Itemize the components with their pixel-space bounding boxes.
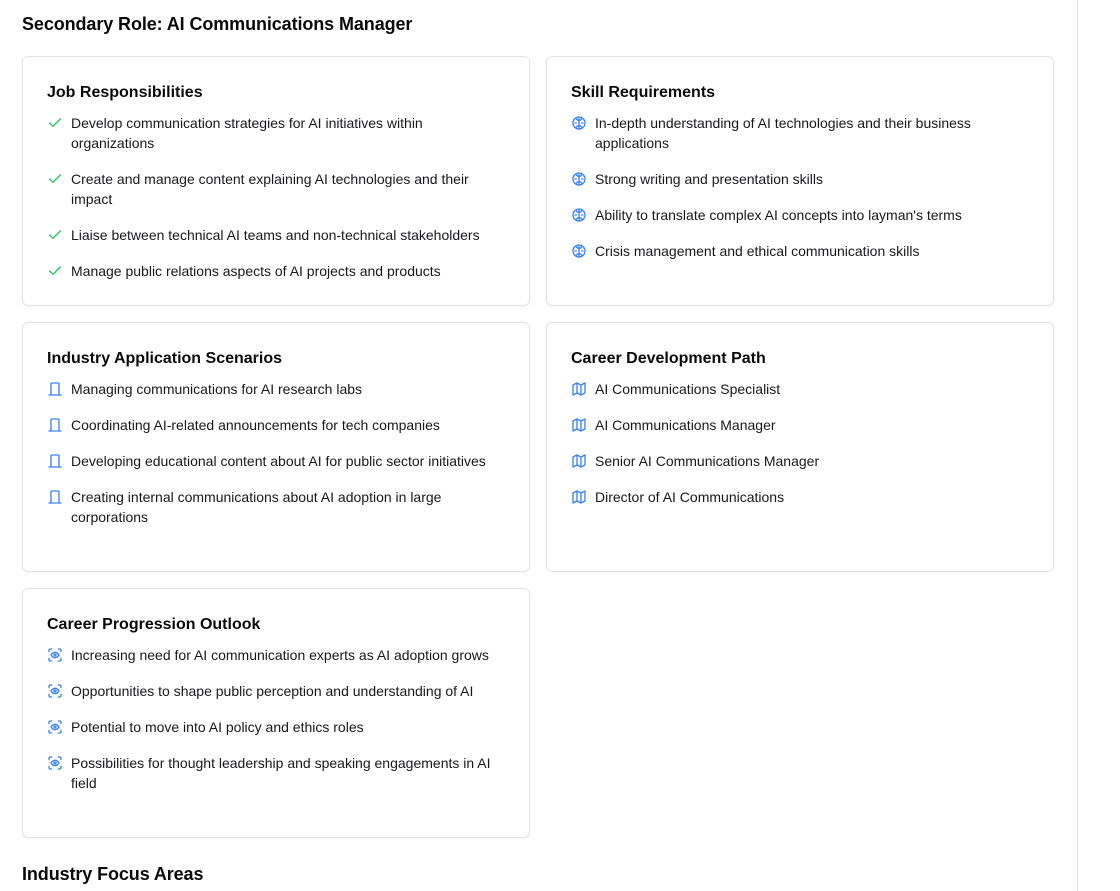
list-item [571, 241, 1029, 261]
list [47, 379, 505, 527]
list-item [571, 169, 1029, 189]
list-item [47, 261, 505, 281]
list-item-text: Create and manage content explaining AI technologies and their impact [71, 171, 469, 207]
list-item-text: Crisis management and ethical communication skills [595, 243, 920, 259]
card-title: Industry Application Scenarios [47, 350, 283, 367]
list-item-text: Managing communications for AI research labs [71, 381, 363, 397]
card-career-path [546, 322, 1054, 572]
list-item [47, 113, 505, 153]
list-item-text: Develop communication strategies for AI initiatives within organizations [71, 115, 423, 151]
list-item-text: In-depth understanding of AI technologies and their business applications [595, 115, 971, 151]
list-item-text: Opportunities to shape public perception and understanding of AI [71, 683, 474, 699]
list-item [571, 415, 1029, 435]
list-item [47, 225, 505, 245]
list [47, 645, 505, 793]
building-icon [47, 489, 63, 505]
list-item-text: Strong writing and presentation skills [595, 171, 824, 187]
list-item-text: Manage public relations aspects of AI projects and products [71, 263, 441, 279]
building-icon [47, 453, 63, 469]
brain-icon [571, 243, 587, 259]
map-icon [571, 417, 587, 433]
card-title: Career Development Path [571, 350, 766, 367]
check-icon [47, 227, 63, 243]
list-item [47, 681, 505, 701]
card-title: Career Progression Outlook [47, 616, 261, 633]
next-section-title: Industry Focus Areas [22, 864, 204, 884]
list-item [47, 169, 505, 209]
list-item-text: Potential to move into AI policy and ethics roles [71, 719, 364, 735]
list-item-text: Senior AI Communications Manager [595, 453, 820, 469]
list-item-text: Coordinating AI-related announcements for tech companies [71, 417, 440, 433]
list-item [571, 205, 1029, 225]
list [47, 113, 505, 281]
brain-icon [571, 115, 587, 131]
list-item [47, 645, 505, 665]
check-icon [47, 263, 63, 279]
list-item [47, 451, 505, 471]
list-item [47, 415, 505, 435]
card-title: Job Responsibilities [47, 84, 203, 101]
list-item-text: Developing educational content about AI for public sector initiatives [71, 453, 486, 469]
card-industry-scenarios [22, 322, 530, 572]
list-item [47, 379, 505, 399]
list-item-text: AI Communications Manager [595, 417, 776, 433]
card-title: Skill Requirements [571, 84, 716, 101]
list-item-text: Director of AI Communications [595, 489, 785, 505]
list-item-text: Increasing need for AI communication experts as AI adoption grows [71, 647, 489, 663]
list [571, 379, 1029, 507]
map-icon [571, 453, 587, 469]
building-icon [47, 381, 63, 397]
focus-eye-icon [47, 647, 63, 663]
list-item-text: Possibilities for thought leadership and speaking engagements in AI field [71, 755, 491, 791]
card-job-responsibilities [22, 56, 530, 306]
scrollbar-track[interactable] [1077, 0, 1120, 891]
brain-icon [571, 207, 587, 223]
building-icon [47, 417, 63, 433]
list-item-text: Liaise between technical AI teams and non-technical stakeholders [71, 227, 480, 243]
check-icon [47, 115, 63, 131]
section-title: Secondary Role: AI Communications Manager [22, 14, 413, 34]
map-icon [571, 489, 587, 505]
list-item-text: Ability to translate complex AI concepts into layman's terms [595, 207, 962, 223]
list-item-text: AI Communications Specialist [595, 381, 781, 397]
card-skill-requirements [546, 56, 1054, 306]
focus-eye-icon [47, 683, 63, 699]
list-item [571, 487, 1029, 507]
list-item [47, 753, 505, 793]
list-item [47, 487, 505, 527]
list-item [571, 451, 1029, 471]
list [571, 113, 1029, 261]
card-career-outlook [22, 588, 530, 838]
list-item-text: Creating internal communications about AI adoption in large corporations [71, 489, 442, 525]
list-item [571, 113, 1029, 153]
list-item [571, 379, 1029, 399]
focus-eye-icon [47, 719, 63, 735]
check-icon [47, 171, 63, 187]
brain-icon [571, 171, 587, 187]
list-item [47, 717, 505, 737]
map-icon [571, 381, 587, 397]
focus-eye-icon [47, 755, 63, 771]
